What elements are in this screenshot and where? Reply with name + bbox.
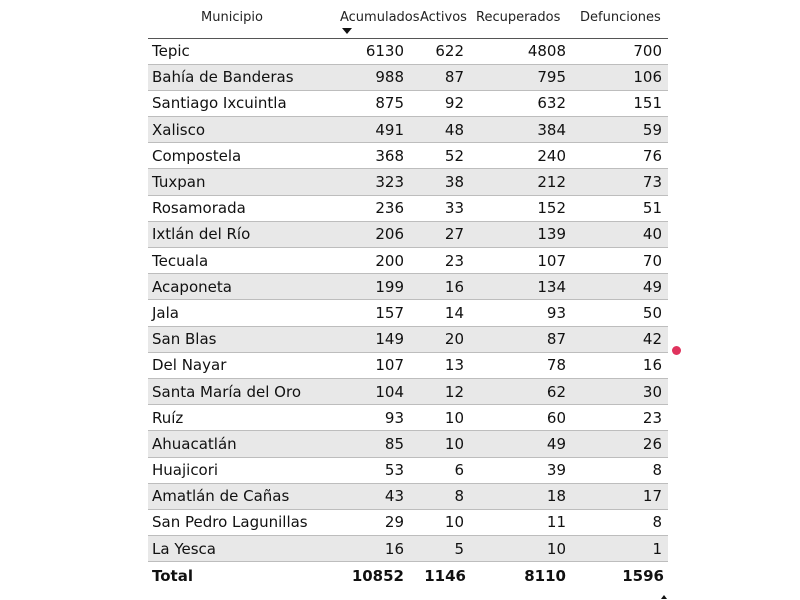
cell-acumulados: 93	[316, 405, 408, 431]
cell-activos: 23	[408, 248, 470, 274]
cell-recuperados: 87	[470, 326, 570, 352]
table-row[interactable]	[148, 431, 668, 457]
table-row[interactable]	[148, 352, 668, 378]
cell-activos: 27	[408, 221, 470, 247]
cell-activos: 20	[408, 326, 470, 352]
cell-defunciones: 16	[570, 352, 668, 378]
cell-municipio: Ixtlán del Río	[148, 221, 316, 247]
cell-defunciones: 8	[570, 509, 668, 535]
cell-defunciones: 30	[570, 378, 668, 404]
cell-defunciones: 42	[570, 326, 668, 352]
table-row[interactable]	[148, 38, 668, 64]
cell-recuperados: 62	[470, 378, 570, 404]
cell-defunciones: 1	[570, 536, 668, 562]
cell-acumulados: 29	[316, 509, 408, 535]
table-row[interactable]	[148, 248, 668, 274]
table-row[interactable]	[148, 90, 668, 116]
cell-municipio: Santa María del Oro	[148, 378, 316, 404]
cell-defunciones: 49	[570, 274, 668, 300]
cell-acumulados: 200	[316, 248, 408, 274]
cell-defunciones: 59	[570, 117, 668, 143]
cell-municipio: Xalisco	[148, 117, 316, 143]
header-municipio[interactable]: Municipio	[148, 0, 316, 38]
cell-acumulados: 53	[316, 457, 408, 483]
cell-defunciones: 700	[570, 38, 668, 64]
cell-defunciones: 23	[570, 405, 668, 431]
cell-recuperados: 134	[470, 274, 570, 300]
cell-municipio: Compostela	[148, 143, 316, 169]
cell-recuperados: 4808	[470, 38, 570, 64]
total-recuperados: 8110	[470, 562, 570, 590]
table-row[interactable]	[148, 536, 668, 562]
cell-acumulados: 157	[316, 300, 408, 326]
cell-acumulados: 16	[316, 536, 408, 562]
cell-activos: 10	[408, 509, 470, 535]
table-row[interactable]	[148, 117, 668, 143]
table-row[interactable]	[148, 274, 668, 300]
cell-recuperados: 795	[470, 64, 570, 90]
cell-activos: 38	[408, 169, 470, 195]
cell-defunciones: 17	[570, 483, 668, 509]
cell-acumulados: 104	[316, 378, 408, 404]
cell-recuperados: 107	[470, 248, 570, 274]
cell-defunciones: 76	[570, 143, 668, 169]
cell-acumulados: 107	[316, 352, 408, 378]
total-activos: 1146	[408, 562, 470, 590]
cell-municipio: La Yesca	[148, 536, 316, 562]
cell-recuperados: 39	[470, 457, 570, 483]
header-row	[148, 0, 668, 38]
header-acumulados-label: Acumulados	[340, 10, 420, 25]
cell-acumulados: 323	[316, 169, 408, 195]
table-row[interactable]	[148, 405, 668, 431]
cell-acumulados: 236	[316, 195, 408, 221]
cell-recuperados: 78	[470, 352, 570, 378]
header-recuperados[interactable]: Recuperados	[470, 0, 570, 38]
total-label: Total	[148, 562, 316, 590]
cell-municipio: Tecuala	[148, 248, 316, 274]
cell-activos: 87	[408, 64, 470, 90]
cell-municipio: Ahuacatlán	[148, 431, 316, 457]
municipio-table-container	[148, 0, 668, 590]
total-acumulados: 10852	[316, 562, 408, 590]
cell-acumulados: 368	[316, 143, 408, 169]
cell-acumulados: 875	[316, 90, 408, 116]
cell-acumulados: 199	[316, 274, 408, 300]
cell-municipio: Bahía de Banderas	[148, 64, 316, 90]
table-row[interactable]	[148, 143, 668, 169]
header-defunciones[interactable]: Defunciones	[570, 0, 668, 38]
cell-activos: 5	[408, 536, 470, 562]
cell-recuperados: 212	[470, 169, 570, 195]
cell-recuperados: 240	[470, 143, 570, 169]
cell-defunciones: 151	[570, 90, 668, 116]
cell-activos: 6	[408, 457, 470, 483]
total-row	[148, 562, 668, 590]
table-row[interactable]	[148, 483, 668, 509]
cell-recuperados: 384	[470, 117, 570, 143]
marker-dot	[672, 346, 681, 355]
table-row[interactable]	[148, 378, 668, 404]
table-row[interactable]	[148, 221, 668, 247]
sort-descending-icon	[342, 28, 352, 34]
cell-defunciones: 50	[570, 300, 668, 326]
cell-acumulados: 6130	[316, 38, 408, 64]
cell-recuperados: 139	[470, 221, 570, 247]
header-activos[interactable]: Activos	[408, 0, 470, 38]
table-row[interactable]	[148, 169, 668, 195]
cell-municipio: San Pedro Lagunillas	[148, 509, 316, 535]
cell-activos: 622	[408, 38, 470, 64]
cell-activos: 10	[408, 405, 470, 431]
cell-municipio: Santiago Ixcuintla	[148, 90, 316, 116]
header-acumulados[interactable]	[316, 0, 420, 38]
cell-defunciones: 70	[570, 248, 668, 274]
cell-municipio: Acaponeta	[148, 274, 316, 300]
cell-acumulados: 206	[316, 221, 408, 247]
cell-recuperados: 93	[470, 300, 570, 326]
cell-recuperados: 152	[470, 195, 570, 221]
cell-municipio: Del Nayar	[148, 352, 316, 378]
cell-municipio: Huajicori	[148, 457, 316, 483]
scroll-up-caret-icon[interactable]	[661, 595, 667, 599]
table-row[interactable]	[148, 195, 668, 221]
cell-acumulados: 988	[316, 64, 408, 90]
cell-municipio: Tepic	[148, 38, 316, 64]
cell-municipio: Amatlán de Cañas	[148, 483, 316, 509]
cell-municipio: San Blas	[148, 326, 316, 352]
cell-activos: 13	[408, 352, 470, 378]
cell-acumulados: 491	[316, 117, 408, 143]
cell-defunciones: 40	[570, 221, 668, 247]
cell-defunciones: 26	[570, 431, 668, 457]
cell-activos: 48	[408, 117, 470, 143]
total-defunciones: 1596	[570, 562, 668, 590]
cell-municipio: Tuxpan	[148, 169, 316, 195]
cell-acumulados: 149	[316, 326, 408, 352]
cell-defunciones: 51	[570, 195, 668, 221]
cell-activos: 10	[408, 431, 470, 457]
table-row[interactable]	[148, 326, 668, 352]
table-row[interactable]	[148, 509, 668, 535]
cell-activos: 12	[408, 378, 470, 404]
cell-defunciones: 8	[570, 457, 668, 483]
cell-recuperados: 60	[470, 405, 570, 431]
cell-activos: 92	[408, 90, 470, 116]
cell-activos: 14	[408, 300, 470, 326]
cell-activos: 8	[408, 483, 470, 509]
municipio-table	[148, 0, 668, 590]
cell-activos: 52	[408, 143, 470, 169]
cell-recuperados: 18	[470, 483, 570, 509]
cell-municipio: Ruíz	[148, 405, 316, 431]
table-row[interactable]	[148, 64, 668, 90]
cell-recuperados: 10	[470, 536, 570, 562]
cell-recuperados: 49	[470, 431, 570, 457]
cell-activos: 16	[408, 274, 470, 300]
cell-municipio: Jala	[148, 300, 316, 326]
cell-defunciones: 106	[570, 64, 668, 90]
cell-activos: 33	[408, 195, 470, 221]
table-row[interactable]	[148, 300, 668, 326]
cell-acumulados: 43	[316, 483, 408, 509]
cell-acumulados: 85	[316, 431, 408, 457]
cell-recuperados: 11	[470, 509, 570, 535]
cell-defunciones: 73	[570, 169, 668, 195]
cell-municipio: Rosamorada	[148, 195, 316, 221]
table-row[interactable]	[148, 457, 668, 483]
cell-recuperados: 632	[470, 90, 570, 116]
